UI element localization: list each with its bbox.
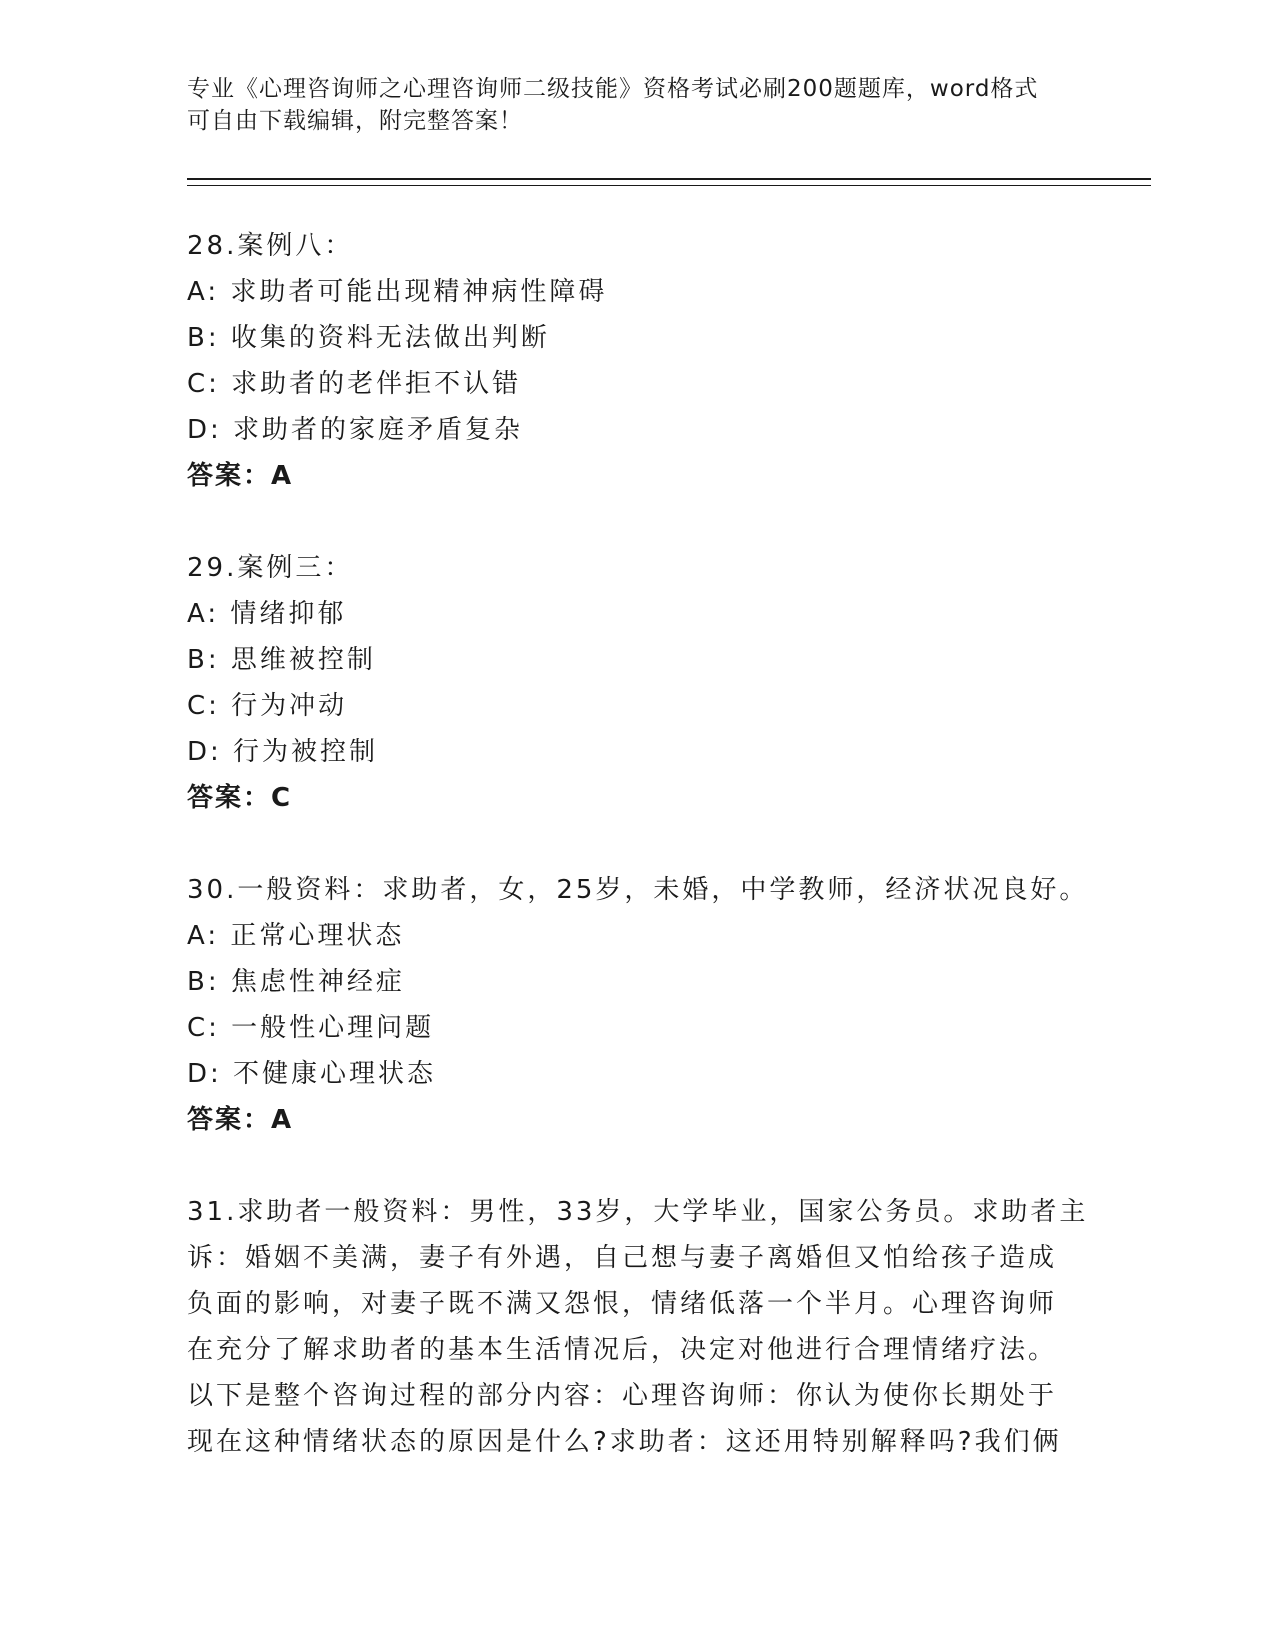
option-c: C: 求助者的老伴拒不认错 — [187, 369, 522, 399]
option-a: A: 求助者可能出现精神病性障碍 — [187, 277, 608, 307]
answer: 答案：C — [187, 783, 293, 813]
option-a: A: 正常心理状态 — [187, 921, 405, 951]
question-text-line: 诉：婚姻不美满，妻子有外遇，自己想与妻子离婚但又怕给孩子造成 — [187, 1243, 1058, 1273]
option-c: C: 一般性心理问题 — [187, 1013, 435, 1043]
question-title: 28.案例八： — [187, 231, 354, 261]
header-line-2: 可自由下载编辑，附完整答案！ — [187, 108, 523, 134]
answer: 答案：A — [187, 1105, 294, 1135]
option-a: A: 情绪抑郁 — [187, 599, 347, 629]
question-text-line: 31.求助者一般资料：男性，33岁，大学毕业，国家公务员。求助者主 — [187, 1197, 1089, 1227]
question-29 — [187, 545, 1087, 821]
option-d: D: 求助者的家庭矛盾复杂 — [187, 415, 524, 445]
question-30 — [187, 867, 1087, 1143]
header-divider — [187, 178, 1151, 186]
question-text-line: 负面的影响，对妻子既不满又怨恨，情绪低落一个半月。心理咨询师 — [187, 1289, 1058, 1319]
question-title: 29.案例三： — [187, 553, 354, 583]
question-text-line: 现在这种情绪状态的原因是什么?求助者：这还用特别解释吗?我们俩 — [187, 1427, 1062, 1457]
document-header — [187, 73, 1067, 137]
question-list — [187, 223, 1087, 1465]
option-b: B: 焦虑性神经症 — [187, 967, 405, 997]
answer: 答案：A — [187, 461, 294, 491]
question-31 — [187, 1189, 1087, 1465]
question-title: 30.一般资料：求助者，女，25岁，未婚，中学教师，经济状况良好。 — [187, 875, 1089, 905]
option-d: D: 行为被控制 — [187, 737, 379, 767]
option-c: C: 行为冲动 — [187, 691, 348, 721]
option-d: D: 不健康心理状态 — [187, 1059, 437, 1089]
question-text-line: 以下是整个咨询过程的部分内容：心理咨询师：你认为使你长期处于 — [187, 1381, 1058, 1411]
header-line-1: 专业《心理咨询师之心理咨询师二级技能》资格考试必刷200题题库，word格式 — [187, 76, 1039, 102]
option-b: B: 思维被控制 — [187, 645, 376, 675]
option-b: B: 收集的资料无法做出判断 — [187, 323, 550, 353]
question-text-line: 在充分了解求助者的基本生活情况后，决定对他进行合理情绪疗法。 — [187, 1335, 1058, 1365]
question-28 — [187, 223, 1087, 499]
